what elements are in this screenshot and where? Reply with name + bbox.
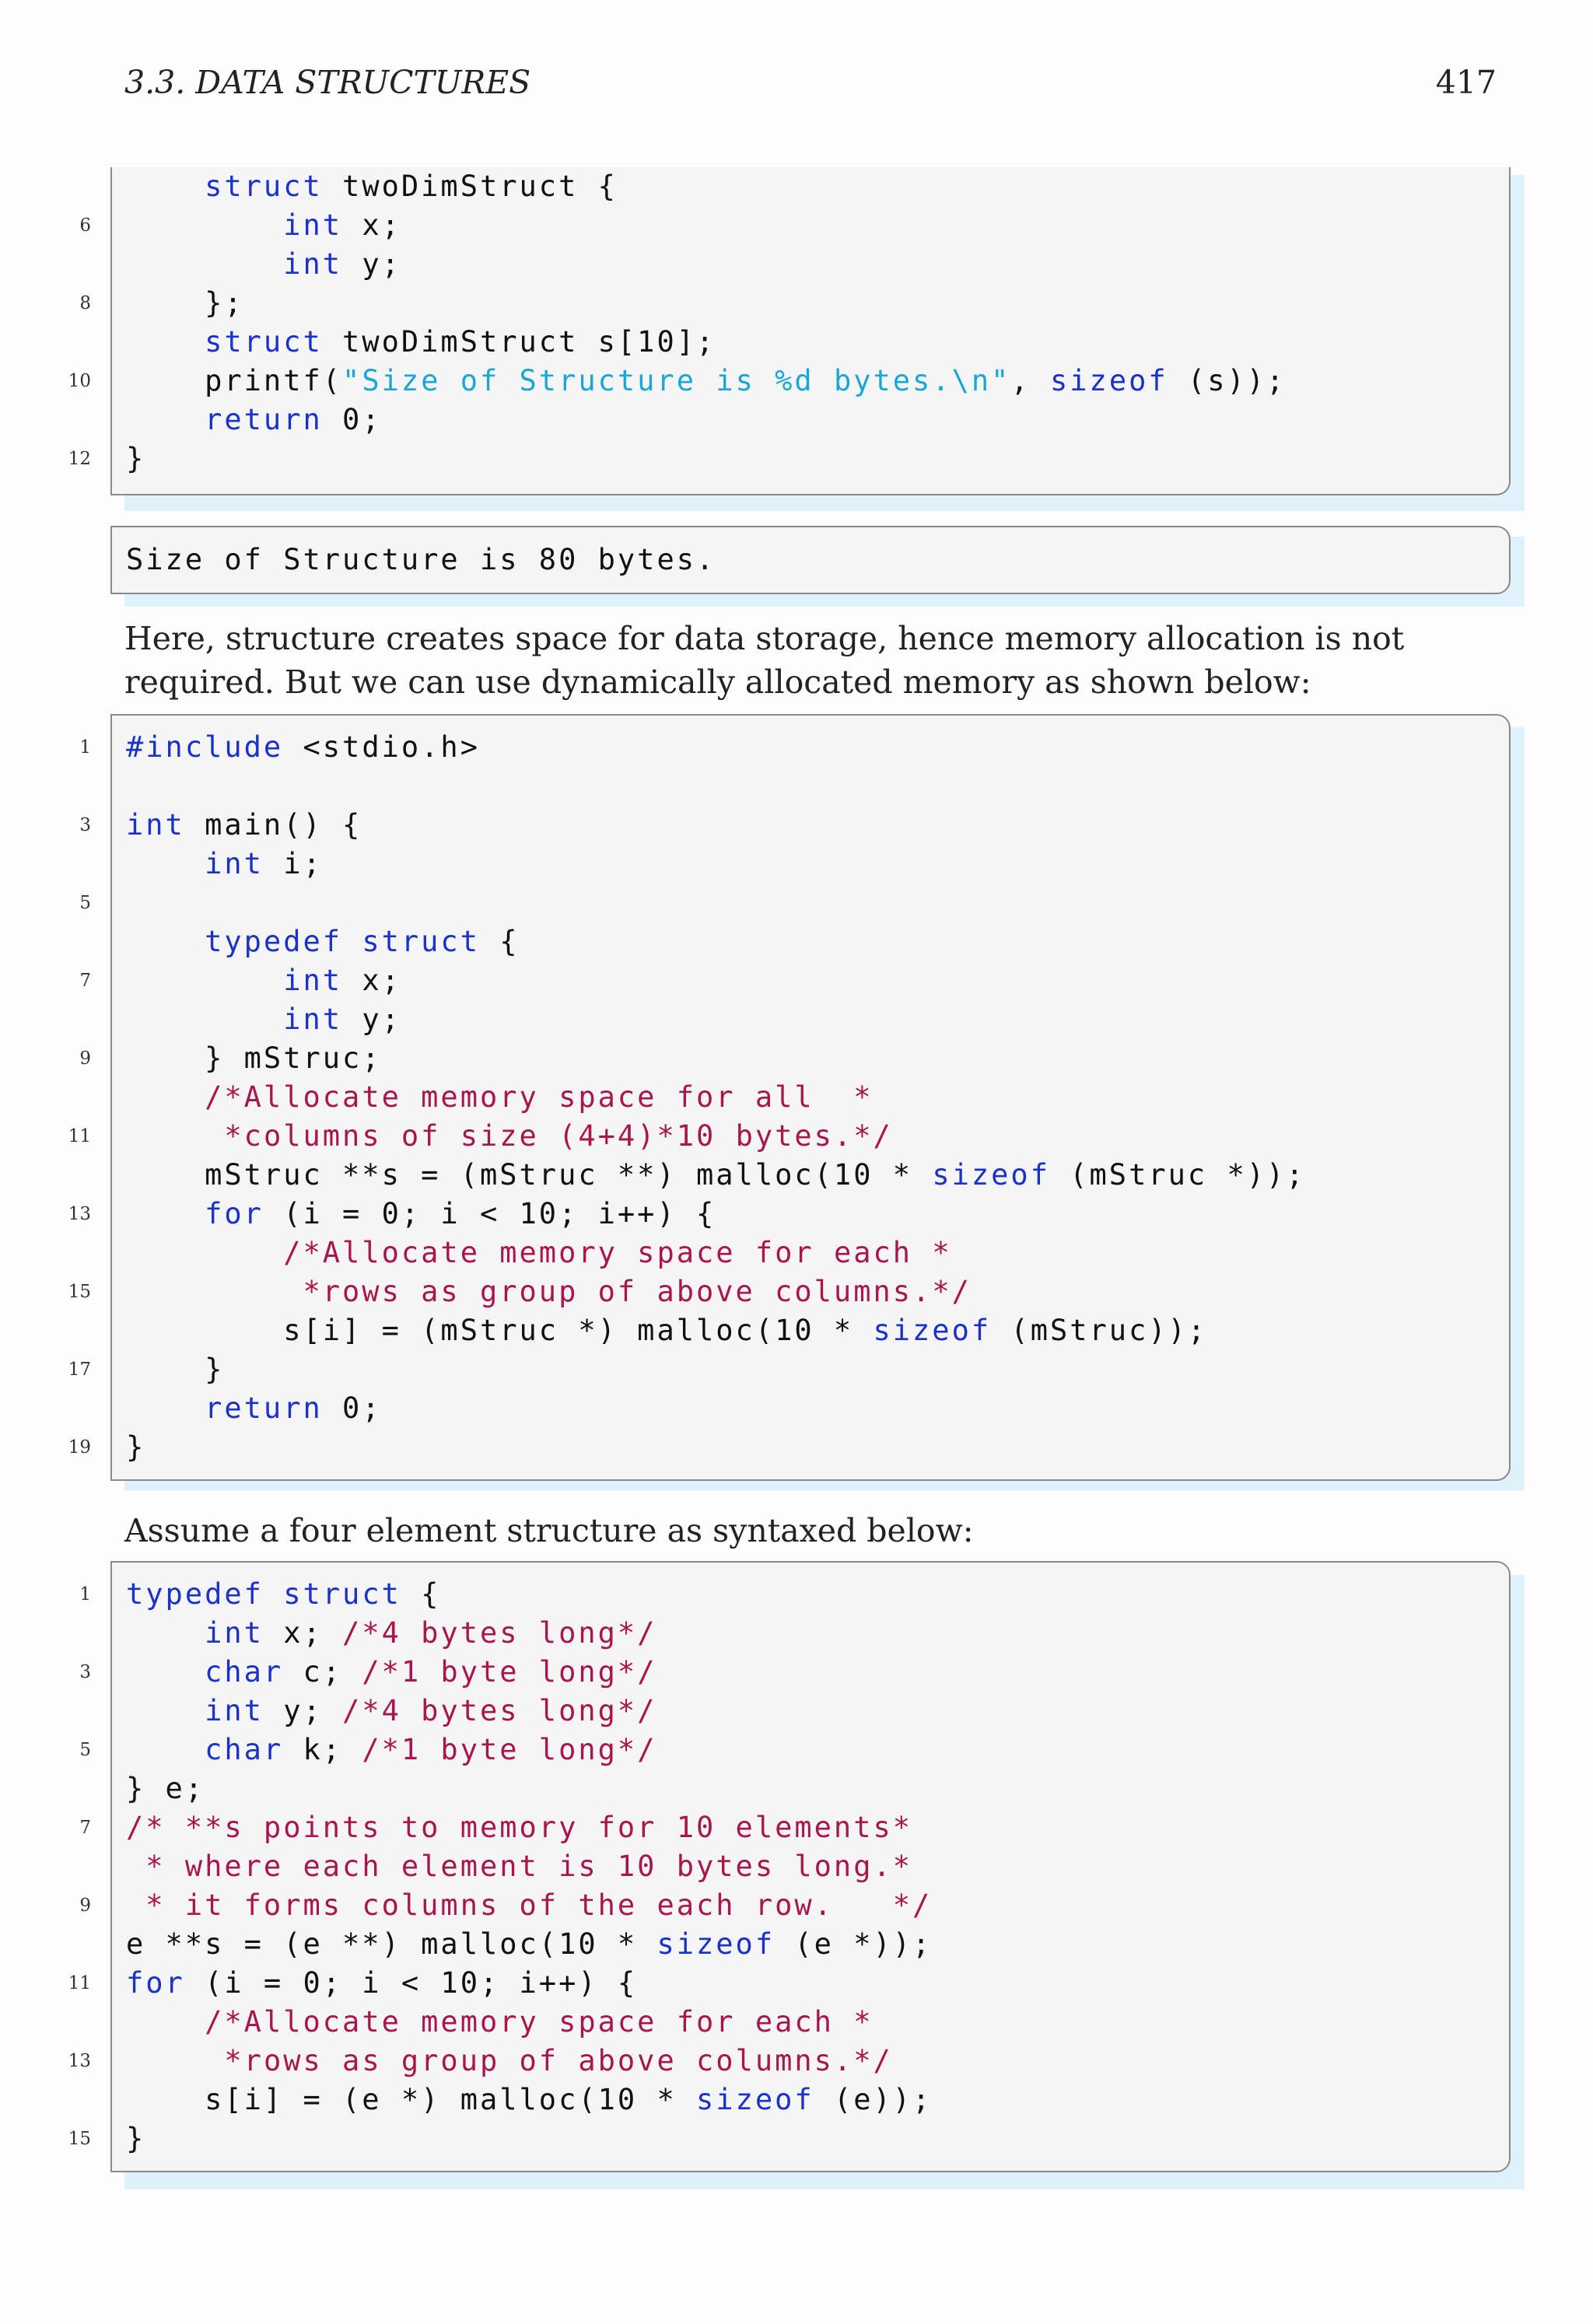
line-number: 11: [68, 1973, 91, 1993]
code-text: /* **s points to memory for 10 elements*: [126, 1811, 913, 1844]
code-block-2: [68, 714, 1511, 1481]
code-block-3-line: [68, 2042, 1509, 2081]
code-text: printf("Size of Structure is %d bytes.\n", sizeof (s));: [126, 364, 1287, 397]
code-block-2-line: [68, 1428, 1509, 1467]
line-number: 15: [68, 2129, 91, 2149]
code-block-3-line: [79, 1886, 1509, 1925]
code-text: mStruc **s = (mStruc **) malloc(10 * sizeof (mStruc *));: [126, 1158, 1306, 1192]
line-number: 5: [79, 893, 91, 913]
line-number: 3: [79, 1662, 91, 1682]
code-text: int i;: [205, 847, 323, 880]
code-text: *rows as group of above columns.*/: [224, 2044, 893, 2077]
code-block-2-line: [112, 845, 1509, 884]
code-text: int main() {: [126, 808, 362, 842]
code-text: } e;: [126, 1772, 205, 1805]
code-text: int x;: [283, 964, 401, 997]
line-number: 15: [68, 1282, 91, 1302]
code-text: }: [126, 1430, 146, 1464]
code-text: char c; /*1 byte long*/: [205, 1655, 657, 1689]
code-text: e **s = (e **) malloc(10 * sizeof (e *));: [126, 1927, 933, 1961]
code-block-2-line: [79, 961, 1509, 1000]
code-block-1-line: [79, 206, 1509, 245]
code-text: *columns of size (4+4)*10 bytes.*/: [224, 1119, 893, 1153]
code-block-2-line: [112, 1311, 1509, 1350]
section-title: 3.3. DATA STRUCTURES: [124, 64, 531, 101]
code-block-3-line: [112, 1769, 1509, 1808]
code-block-3-line: [68, 2119, 1509, 2158]
code-block-2-line: [112, 1234, 1509, 1272]
code-text: }: [126, 442, 146, 475]
code-block-2-line: [68, 1195, 1509, 1234]
line-number: 7: [79, 971, 91, 991]
line-number: 1: [79, 737, 91, 758]
code-text: *rows as group of above columns.*/: [303, 1275, 972, 1308]
code-block-1-line: [68, 362, 1509, 401]
code-block-2-line: [68, 1350, 1509, 1389]
code-block-3-line: [79, 1575, 1509, 1614]
code-block-1-line: [68, 439, 1509, 478]
code-text: int y;: [283, 1003, 401, 1036]
code-block-1-line: [112, 323, 1509, 362]
code-block-1-line: [112, 245, 1509, 284]
line-number: 17: [68, 1360, 91, 1380]
code-block-2-line: [112, 767, 1509, 806]
code-text: /*Allocate memory space for all *: [205, 1080, 874, 1114]
code-text: int y; /*4 bytes long*/: [205, 1694, 657, 1727]
code-block-2-line: [112, 1078, 1509, 1117]
code-block-3-line: [79, 1731, 1509, 1769]
code-text: int x;: [283, 208, 401, 242]
line-number: 3: [79, 815, 91, 835]
line-number: 8: [79, 293, 91, 313]
code-block-2-line: [68, 1117, 1509, 1156]
code-text: * it forms columns of the each row. */: [145, 1888, 933, 1922]
code-block-3-line: [79, 1808, 1509, 1847]
code-block-3-line: [79, 1653, 1509, 1692]
line-number: 7: [79, 1818, 91, 1838]
code-text: struct twoDimStruct {: [205, 170, 618, 203]
code-block-2-line: [79, 728, 1509, 767]
code-text: struct twoDimStruct s[10];: [205, 325, 716, 359]
code-block-3: [68, 1561, 1511, 2172]
code-text: #include <stdio.h>: [126, 730, 480, 764]
output-line: Size of Structure is 80 bytes.: [126, 543, 716, 576]
line-number: 6: [79, 215, 91, 236]
code-block-2-line: [112, 922, 1509, 961]
code-text: char k; /*1 byte long*/: [205, 1733, 657, 1766]
code-block-3-line: [112, 1614, 1509, 1653]
code-block-3-line: [112, 2081, 1509, 2119]
code-block-2-line: [112, 1156, 1509, 1195]
code-block-3-line: [68, 1964, 1509, 2003]
code-block-1: [68, 167, 1511, 495]
code-block-3-line: [112, 2003, 1509, 2042]
line-number: 19: [68, 1437, 91, 1458]
line-number: 5: [79, 1740, 91, 1760]
code-block-2-line: [79, 884, 1509, 922]
line-number: 13: [68, 1204, 91, 1224]
code-text: }: [126, 2122, 146, 2155]
output-block: [110, 526, 1511, 594]
code-text: /*Allocate memory space for each *: [283, 1236, 952, 1269]
code-block-1-line: [112, 401, 1509, 439]
code-block-3-line: [112, 1925, 1509, 1964]
line-number: 13: [68, 2051, 91, 2071]
line-number: 9: [79, 1895, 91, 1916]
paragraph-dynamic-memory: Here, structure creates space for data storage, hence memory allocation is not required. But we can use dynamically allocated memory as shown below:: [124, 620, 1405, 701]
line-number: 10: [68, 371, 91, 391]
code-block-1-line: [112, 167, 1509, 206]
code-text: for (i = 0; i < 10; i++) {: [126, 1966, 638, 2000]
code-text: typedef struct {: [205, 925, 520, 958]
line-number: 1: [79, 1584, 91, 1605]
code-text: };: [126, 286, 244, 320]
code-block-3-line: [112, 1847, 1509, 1886]
code-text: return 0;: [205, 403, 382, 436]
code-block-2-line: [79, 806, 1509, 845]
code-text: * where each element is 10 bytes long.*: [145, 1850, 913, 1883]
code-text: /*Allocate memory space for each *: [205, 2005, 874, 2039]
page-number: 417: [1435, 64, 1497, 101]
code-block-2-line: [79, 1039, 1509, 1078]
line-number: 12: [68, 449, 91, 469]
code-block-2-line: [68, 1272, 1509, 1311]
code-text: s[i] = (e *) malloc(10 * sizeof (e));: [126, 2083, 933, 2116]
code-block-1-line: [79, 284, 1509, 323]
code-text: return 0;: [205, 1391, 382, 1425]
code-text: int y;: [283, 247, 401, 281]
code-text: typedef struct {: [126, 1577, 441, 1611]
line-number: 9: [79, 1048, 91, 1069]
paragraph-four-element: Assume a four element structure as syntaxed below:: [124, 1512, 974, 1549]
line-number: 11: [68, 1126, 91, 1146]
code-text: } mStruc;: [126, 1041, 382, 1075]
code-text: int x; /*4 bytes long*/: [205, 1616, 657, 1650]
code-text: for (i = 0; i < 10; i++) {: [205, 1197, 716, 1230]
code-block-2-line: [112, 1389, 1509, 1428]
code-text: }: [126, 1353, 225, 1386]
code-text: s[i] = (mStruc *) malloc(10 * sizeof (mStruc));: [126, 1314, 1208, 1347]
code-block-2-line: [112, 1000, 1509, 1039]
code-block-3-line: [112, 1692, 1509, 1731]
